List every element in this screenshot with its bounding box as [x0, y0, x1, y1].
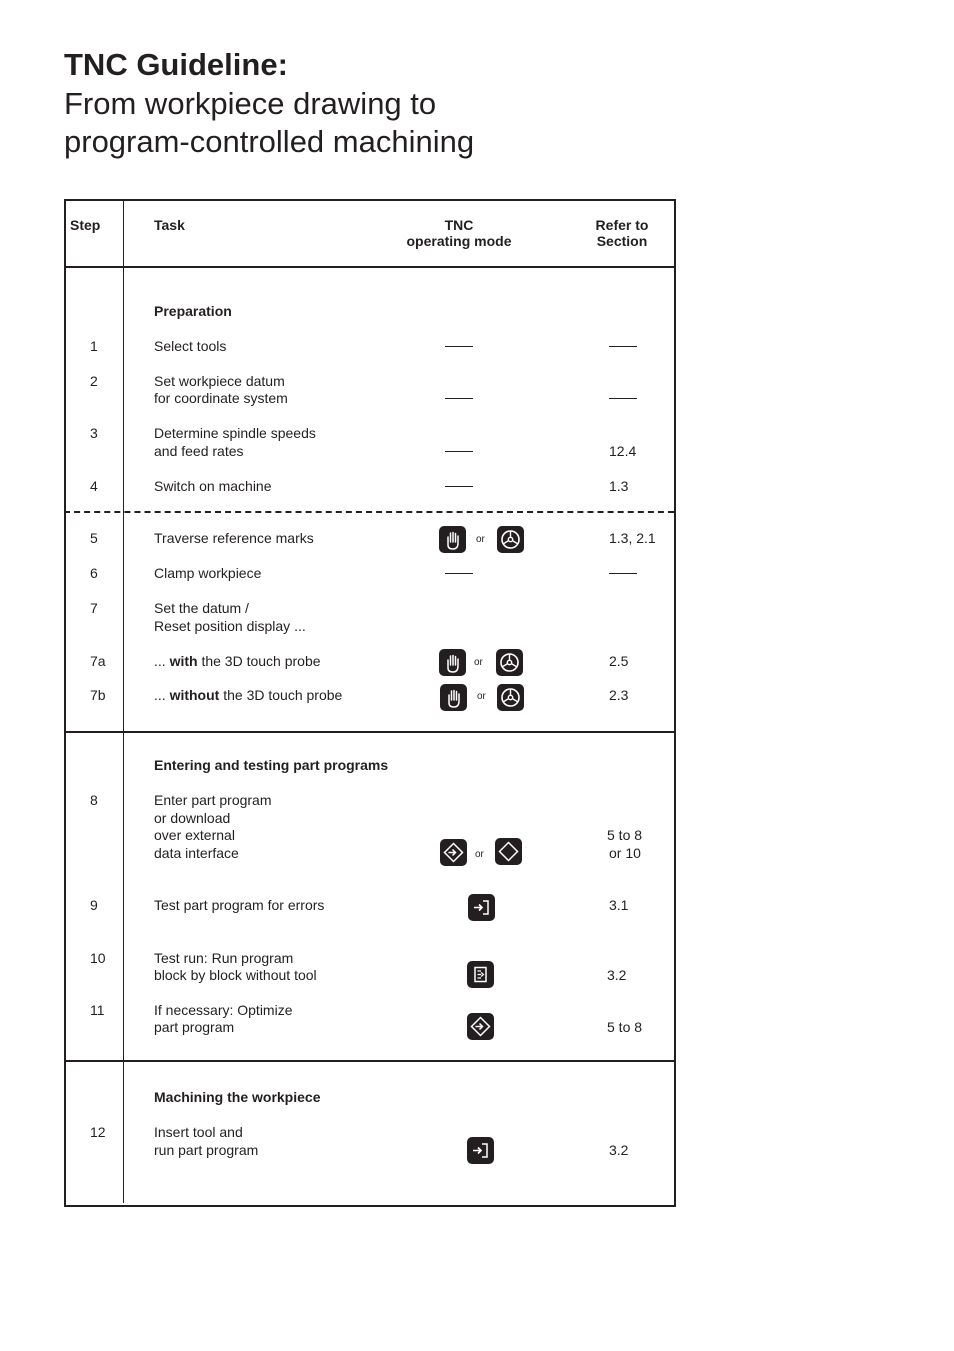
program-run-single-block-key-icon [467, 961, 494, 988]
task-text: over external [154, 827, 235, 843]
section-title-preparation: Preparation [154, 303, 232, 319]
mode-dash [445, 398, 473, 399]
ref-dash [609, 398, 637, 399]
ref-section: 3.2 [609, 1142, 629, 1158]
header-mode-line-1: TNC [444, 217, 474, 233]
ref-section: 3.2 [607, 967, 627, 983]
step-number: 9 [90, 897, 98, 913]
electronic-handwheel-key-icon [497, 526, 524, 553]
step-number: 3 [90, 425, 98, 441]
ref-dash [609, 346, 637, 347]
task-text: block by block without tool [154, 967, 317, 983]
task-text: or download [154, 810, 231, 826]
ref-dash [609, 573, 637, 574]
mode-dash [445, 573, 473, 574]
or-label: or [474, 657, 483, 668]
ref-section: 3.1 [609, 897, 629, 913]
electronic-handwheel-key-icon [497, 684, 524, 711]
data-transfer-key-icon [495, 838, 522, 865]
mode-dash [445, 486, 473, 487]
task-text: Switch on machine [154, 478, 272, 494]
task-text: If necessary: Optimize [154, 1002, 293, 1018]
ref-section: or 10 [609, 845, 641, 861]
or-label: or [475, 849, 484, 860]
mode-dash [445, 346, 473, 347]
task-text: Clamp workpiece [154, 565, 262, 581]
task-text: Traverse reference marks [154, 530, 314, 546]
task-text: and feed rates [154, 443, 244, 459]
test-run-key-icon [468, 894, 495, 921]
task-text: Select tools [154, 338, 227, 354]
header-divider [64, 266, 674, 268]
task-text: Set workpiece datum [154, 373, 285, 389]
header-ref-line-2: Section [596, 233, 648, 249]
program-run-full-sequence-key-icon [467, 1137, 494, 1164]
step-number: 7 [90, 600, 98, 616]
header-ref-line-1: Refer to [595, 217, 649, 233]
manual-operation-key-icon [439, 649, 466, 676]
section-title-machining: Machining the workpiece [154, 1089, 321, 1105]
step-number: 5 [90, 530, 98, 546]
ref-section: 2.5 [609, 653, 629, 669]
header-mode-line-2: operating mode [406, 233, 512, 249]
task-text: Determine spindle speeds [154, 425, 316, 441]
task-text: data interface [154, 845, 239, 861]
ref-section: 5 to 8 [607, 827, 643, 843]
section-title-entering: Entering and testing part programs [154, 757, 389, 773]
task-text: ... with the 3D touch probe [154, 653, 321, 669]
programming-and-editing-key-icon [467, 1013, 494, 1040]
task-text: for coordinate system [154, 390, 288, 406]
manual-operation-key-icon [439, 526, 466, 553]
step-number: 7a [90, 653, 106, 669]
step-number: 12 [90, 1124, 106, 1140]
task-text: Test run: Run program [154, 950, 294, 966]
task-text: Reset position display ... [154, 618, 306, 634]
step-number: 1 [90, 338, 98, 354]
step-number: 11 [90, 1002, 105, 1018]
header-step: Step [70, 217, 101, 233]
task-text: run part program [154, 1142, 259, 1158]
ref-section: 5 to 8 [607, 1019, 643, 1035]
programming-and-editing-key-icon [440, 839, 467, 866]
or-label: or [477, 691, 486, 702]
page-subtitle-line-2: program-controlled machining [64, 124, 475, 159]
mode-dash [445, 451, 473, 452]
header-task: Task [154, 217, 185, 233]
step-column-divider [123, 201, 124, 1203]
or-label: or [476, 534, 485, 545]
ref-section: 12.4 [609, 443, 637, 459]
section-divider-2 [64, 1060, 674, 1062]
ref-section: 1.3, 2.1 [609, 530, 656, 546]
electronic-handwheel-key-icon [496, 649, 523, 676]
step-number: 8 [90, 792, 98, 808]
page-title: TNC Guideline: [64, 47, 288, 82]
section-divider-1 [64, 731, 674, 733]
dashed-divider [64, 511, 674, 513]
step-number: 10 [90, 950, 106, 966]
task-text: ... without the 3D touch probe [154, 687, 343, 703]
page-subtitle-line-1: From workpiece drawing to [64, 86, 437, 121]
task-text: part program [154, 1019, 235, 1035]
ref-section: 2.3 [609, 687, 629, 703]
task-text: Insert tool and [154, 1124, 243, 1140]
task-text: Test part program for errors [154, 897, 325, 913]
task-text: Set the datum / [154, 600, 249, 616]
task-text: Enter part program [154, 792, 272, 808]
manual-operation-key-icon [440, 684, 467, 711]
step-number: 6 [90, 565, 98, 581]
step-number: 2 [90, 373, 98, 389]
ref-section: 1.3 [609, 478, 629, 494]
step-number: 4 [90, 478, 98, 494]
step-number: 7b [90, 687, 106, 703]
